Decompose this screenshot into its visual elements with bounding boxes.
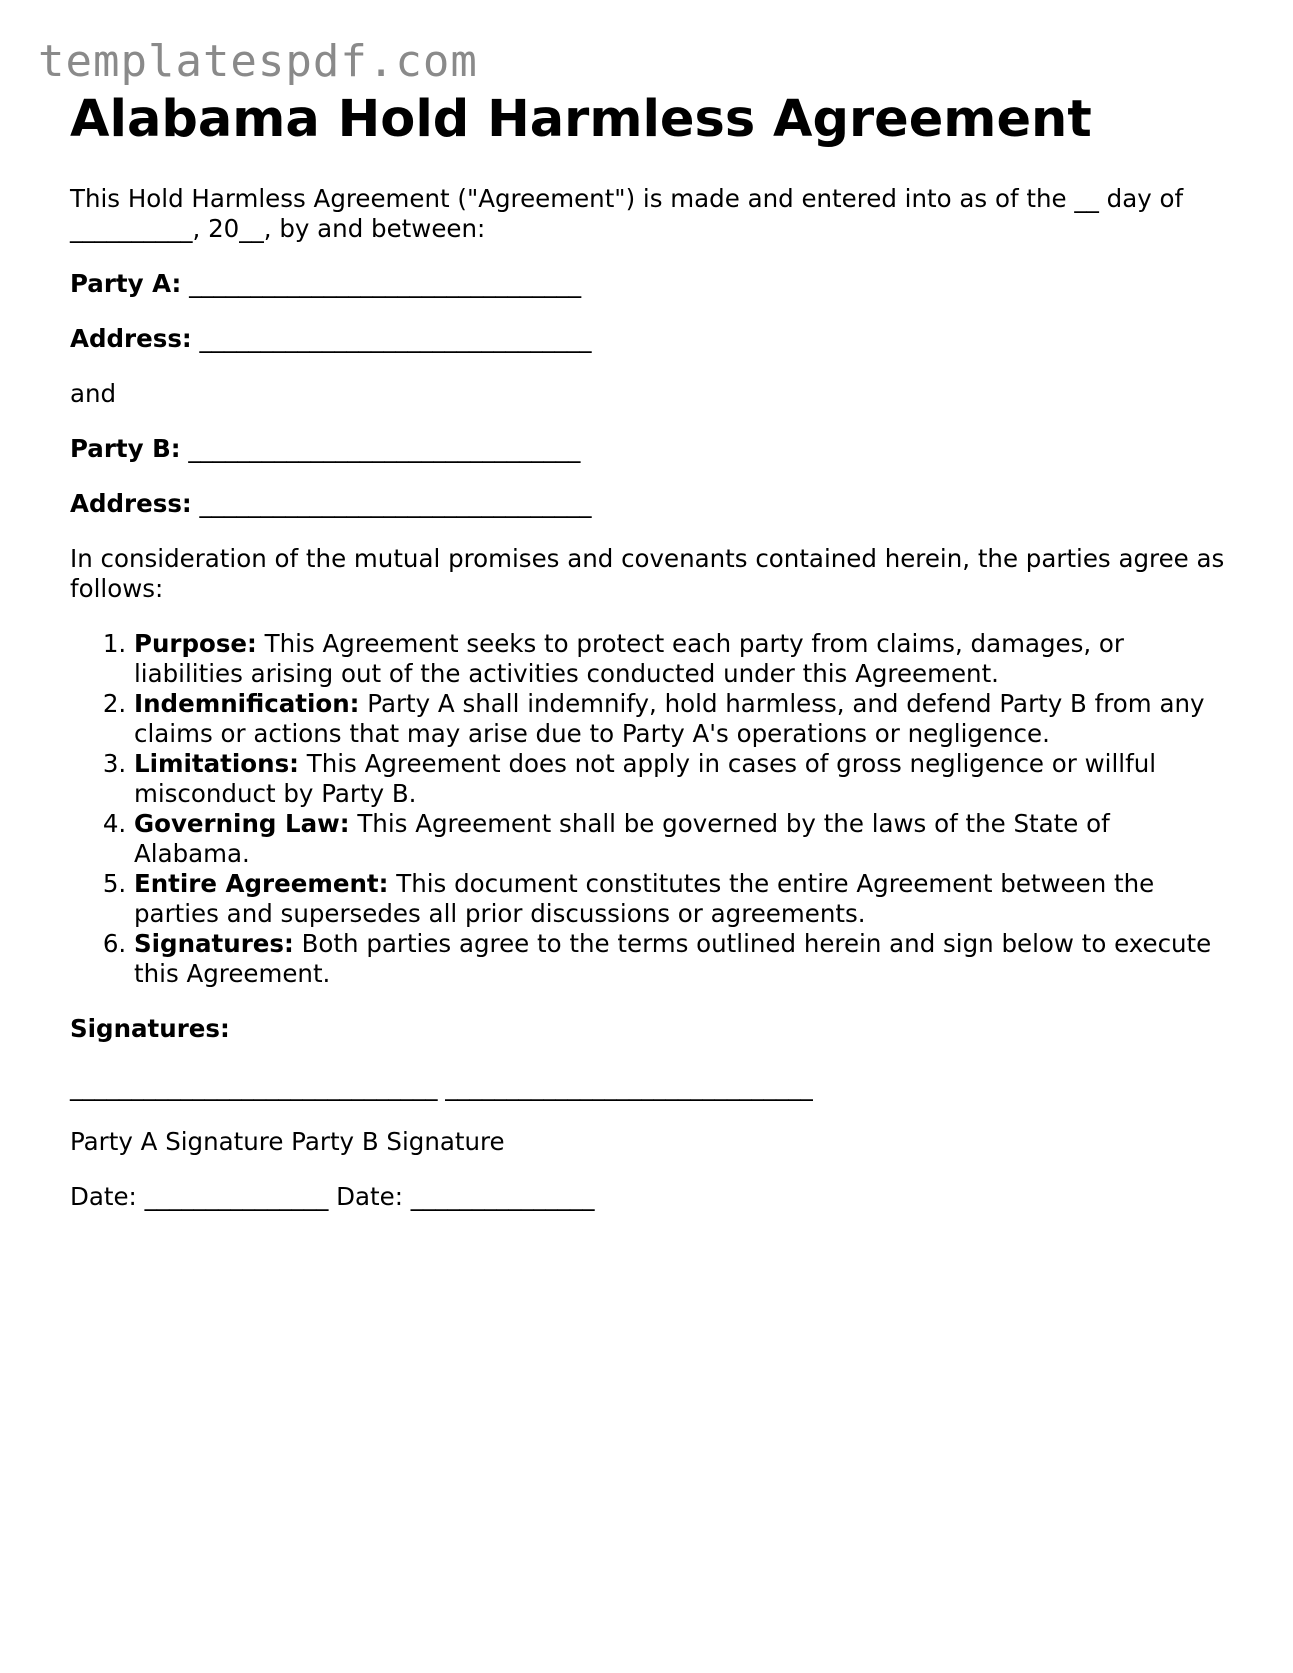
- clause-text: This Agreement shall be governed by the laws of the State of Alabama.: [134, 809, 1110, 869]
- address-b-field: [70, 489, 1230, 519]
- party-a-field: [70, 269, 1230, 299]
- watermark: templatespdf.com: [38, 36, 478, 87]
- clause-term: Governing Law:: [134, 809, 350, 839]
- clause-item: [134, 749, 1230, 809]
- clause-term: Purpose:: [134, 629, 257, 659]
- address-b-label: Address:: [70, 489, 192, 519]
- address-b-blank[interactable]: ________________________________: [199, 489, 592, 519]
- intro-paragraph: This Hold Harmless Agreement ("Agreement") is made and entered into as of the __ day of __________, 20__, by and between:: [70, 184, 1184, 244]
- party-a-label: Party A:: [70, 269, 182, 299]
- clause-term: Entire Agreement:: [134, 869, 389, 899]
- and-text: and: [70, 379, 117, 409]
- clause-item: [134, 809, 1230, 869]
- clause-text: Party A shall indemnify, hold harmless, and defend Party B from any claims or actions that may arise due to Party A's operations or negligence.: [134, 689, 1205, 749]
- clause-item: [134, 869, 1230, 929]
- clause-item: [134, 689, 1230, 749]
- clause-text: This Agreement does not apply in cases of gross negligence or willful misconduct by Party B.: [134, 749, 1157, 809]
- clause-text: This document constitutes the entire Agreement between the parties and supersedes all prior discussions or agreements.: [134, 869, 1155, 929]
- clause-term: Indemnification:: [134, 689, 360, 719]
- clause-term: Signatures:: [134, 929, 294, 959]
- party-b-field: [70, 434, 1230, 464]
- party-b-blank[interactable]: ________________________________: [188, 434, 581, 464]
- consideration-paragraph: In consideration of the mutual promises and covenants contained herein, the parties agree as follows:: [70, 544, 1225, 604]
- clause-term: Limitations:: [134, 749, 299, 779]
- document-body: [70, 184, 1230, 1212]
- document-page: [70, 92, 1230, 1212]
- clause-text: This Agreement seeks to protect each party from claims, damages, or liabilities arising out of the activities conducted under this Agreement.: [134, 629, 1124, 689]
- clause-list: [70, 629, 1230, 989]
- address-a-blank[interactable]: ________________________________: [199, 324, 592, 354]
- signature-lines[interactable]: ______________________________ ______________________________: [70, 1072, 813, 1102]
- clause-text: Both parties agree to the terms outlined herein and sign below to execute this Agreement.: [134, 929, 1212, 989]
- date-lines[interactable]: Date: _______________ Date: _______________: [70, 1182, 595, 1212]
- address-a-field: [70, 324, 1230, 354]
- signatures-heading: Signatures:: [70, 1014, 230, 1044]
- signature-caption: Party A Signature Party B Signature: [70, 1127, 505, 1157]
- party-a-blank[interactable]: ________________________________: [189, 269, 582, 299]
- clause-item: [134, 929, 1230, 989]
- clause-item: [134, 629, 1230, 689]
- party-b-label: Party B:: [70, 434, 181, 464]
- document-title: Alabama Hold Harmless Agreement: [70, 90, 1092, 149]
- address-a-label: Address:: [70, 324, 192, 354]
